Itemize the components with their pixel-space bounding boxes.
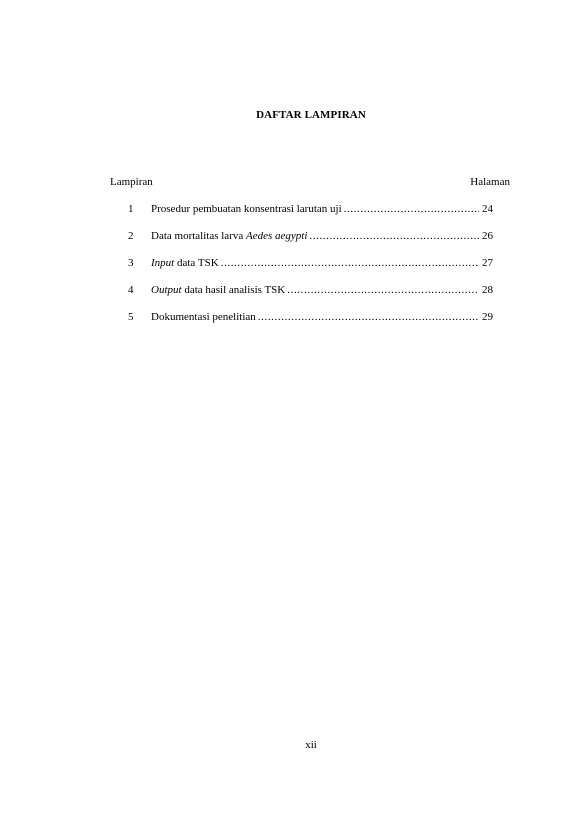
- dot-leader: [287, 283, 479, 297]
- entry-title: Dokumentasi penelitian: [151, 311, 256, 323]
- entry-number: 2: [128, 230, 134, 242]
- page-number: xii: [305, 739, 317, 751]
- entry-number: 5: [128, 311, 134, 323]
- list-item: [128, 283, 493, 297]
- dot-leader: [221, 256, 479, 270]
- entry-page: 28: [482, 284, 493, 296]
- column-label-halaman: Halaman: [470, 176, 510, 188]
- column-label-lampiran: Lampiran: [110, 176, 153, 188]
- entry-page: 29: [482, 311, 493, 323]
- entry-page: 24: [482, 203, 493, 215]
- entry-number: 4: [128, 284, 134, 296]
- entry-page: 27: [482, 257, 493, 269]
- dot-leader: [258, 310, 479, 324]
- entry-number: 3: [128, 257, 134, 269]
- entry-title: Input data TSK: [151, 257, 219, 269]
- dot-leader: [344, 202, 479, 216]
- list-item: [128, 310, 493, 324]
- list-item: [128, 256, 493, 270]
- entry-number: 1: [128, 203, 134, 215]
- entry-title: Output data hasil analisis TSK: [151, 284, 286, 296]
- list-item: [128, 229, 493, 243]
- page-title: DAFTAR LAMPIRAN: [256, 109, 366, 121]
- list-item: [128, 202, 493, 216]
- entry-page: 26: [482, 230, 493, 242]
- entry-title: Prosedur pembuatan konsentrasi larutan uji: [151, 203, 342, 215]
- entry-title: Data mortalitas larva Aedes aegypti: [151, 230, 308, 242]
- dot-leader: [309, 229, 479, 243]
